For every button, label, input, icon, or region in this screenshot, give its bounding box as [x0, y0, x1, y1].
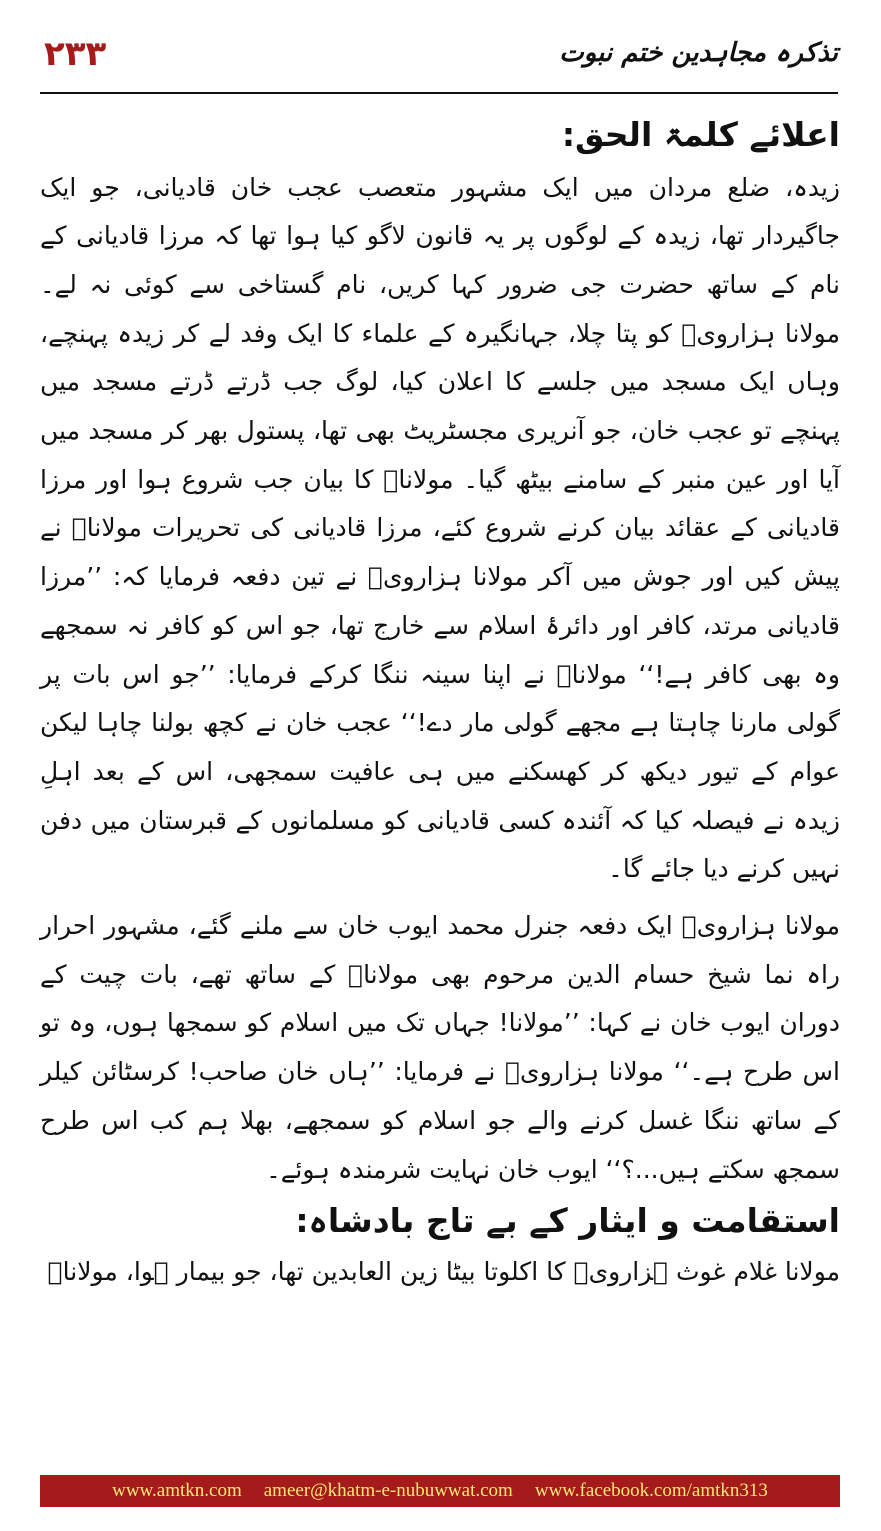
paragraph: زیدہ، ضلع مردان میں ایک مشہور متعصب عجب خان قادیانی، جو ایک جاگیردار تھا، زیدہ کے لوگوں پر یہ قانون لاگو کیا ہوا تھا کہ مرزا قادیانی کے نام کے ساتھ حضرت جی ضرور کہا کریں، نام گستاخی سے کوئی نہ لے۔ مولانا ہزارویؒ کو پتا چلا، جہانگیرہ کے علماء کا ایک وفد لے کر زیدہ پہنچے، وہاں ایک مسجد میں جلسے کا اعلان کیا، لوگ جب ڈرتے ڈرتے مسجد میں پہنچے تو عجب خان، جو آنریری مجسٹریٹ بھی تھا، پستول بھر کر مسجد میں آیا اور عین منبر کے سامنے بیٹھ گیا۔ مولاناؒ کا بیان جب شروع ہوا اور مرزا قادیانی کے عقائد بیان کرنے شروع کئے، مرزا قادیانی کی تحریرات مولاناؒ نے پیش کیں اور جوش میں آکر مولانا ہزارویؒ نے تین دفعہ فرمایا کہ: ’’مرزا قادیانی مرتد، کافر اور دائرۂ اسلام سے خارج تھا، جو اس کو کافر نہ سمجھے وہ بھی کافر ہے!‘‘ مولاناؒ نے اپنا سینہ ننگا کرکے فرمایا: ’’جو اس بات پر گولی مارنا چاہتا ہے مجھے گولی مار دے!‘‘ عجب خان نے کچھ بولنا چاہا لیکن عوام کے تیور دیکھ کر کھسکنے میں ہی عافیت سمجھی، اس کے بعد اہلِ زیدہ نے فیصلہ کیا کہ آئندہ کسی قادیانی کو مسلمانوں کے قبرستان میں دفن نہیں کرنے دیا جائے گا۔ [40, 172, 840, 884]
footer-facebook-link[interactable]: www.facebook.com/amtkn313 [534, 1480, 768, 1501]
paragraph: مولانا غلام غوث ہزارویؒ کا اکلوتا بیٹا زین العابدین تھا، جو بیمار ہوا، مولاناؒ [47, 1256, 840, 1286]
section-heading: استقامت و ایثار کے بے تاج بادشاہ: [295, 1201, 840, 1241]
page-content [40, 110, 840, 1296]
footer-website-link[interactable]: www.amtkn.com [112, 1480, 242, 1501]
page-header [40, 28, 838, 92]
footer-email-link[interactable]: ameer@khatm-e-nubuwwat.com [263, 1480, 513, 1501]
paragraph: مولانا ہزارویؒ ایک دفعہ جنرل محمد ایوب خان سے ملنے گئے، مشہور احرار راہ نما شیخ حسام الدین مرحوم بھی مولاناؒ کے ساتھ تھے، بات چیت کے دوران ایوب خان نے کہا: ’’مولانا! جہاں تک میں اسلام کو سمجھا ہوں، وہ تو اس طرح ہے۔‘‘ مولانا ہزارویؒ نے فرمایا: ’’ہاں خان صاحب! کرسٹائن کیلر کے ساتھ ننگا غسل کرنے والے جو اسلام کو سمجھے، بھلا ہم کب اس طرح سمجھ سکتے ہیں...؟‘‘ ایوب خان نہایت شرمندہ ہوئے۔ [40, 911, 840, 1184]
header-rule [40, 92, 838, 94]
page-number: ۲۳۳ [44, 34, 107, 74]
footer-bar [40, 1475, 840, 1507]
section-heading: اعلائے کلمۃ الحق: [561, 115, 840, 154]
book-title: تذکرہ مجاہدین ختم نبوت [559, 38, 838, 68]
